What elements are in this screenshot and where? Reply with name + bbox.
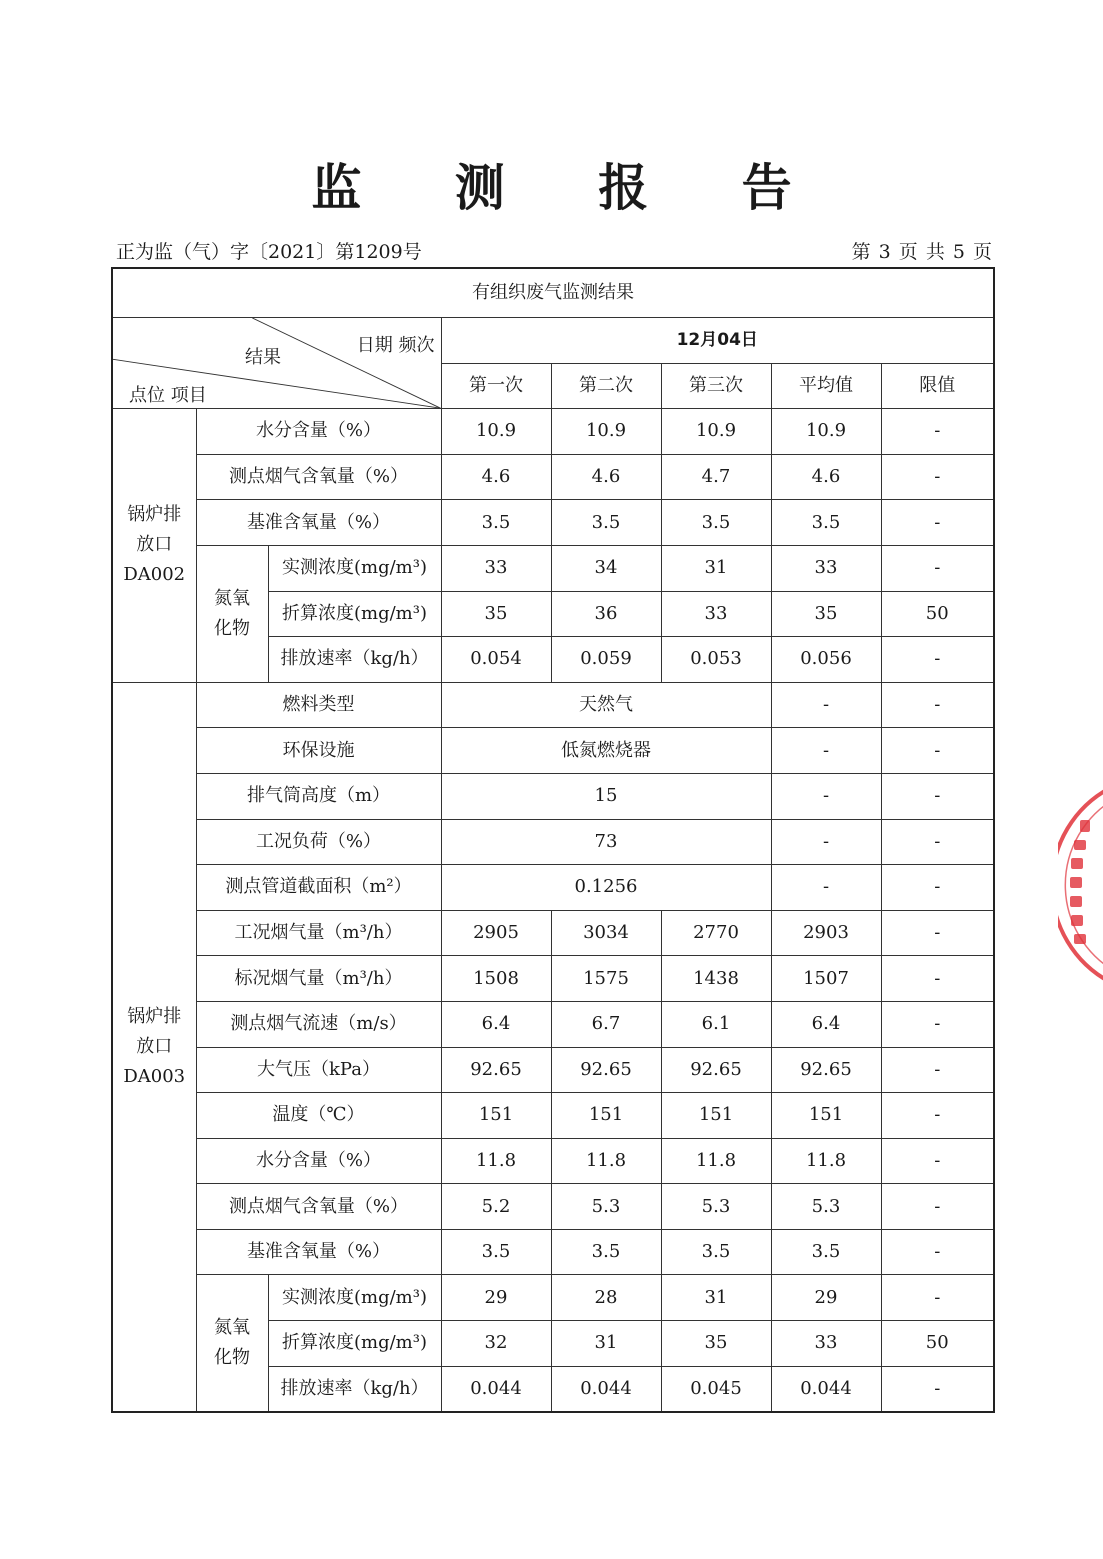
cell-first: 5.2	[441, 1184, 551, 1230]
col-header-limit: 限值	[881, 363, 994, 409]
table-row	[112, 409, 994, 455]
cell-third: 92.65	[661, 1047, 771, 1093]
cell-third: 11.8	[661, 1138, 771, 1184]
cell-average: 2903	[771, 910, 881, 956]
corner-site-item-label: 点位 项目	[129, 385, 207, 406]
table-row	[112, 545, 994, 591]
cell-limit: -	[881, 1138, 994, 1184]
cell-average: 29	[771, 1275, 881, 1321]
cell-average: 3.5	[771, 500, 881, 546]
cell-first: 35	[441, 591, 551, 637]
cell-limit: -	[881, 1047, 994, 1093]
corner-date-frequency-label: 日期 频次	[356, 335, 435, 356]
cell-second: 6.7	[551, 1001, 661, 1047]
cell-limit: -	[881, 910, 994, 956]
cell-average: 0.044	[771, 1366, 881, 1412]
cell-second: 3034	[551, 910, 661, 956]
cell-limit: -	[881, 682, 994, 728]
page-info: 第 3 页 共 5 页	[851, 241, 993, 263]
cell-third: 3.5	[661, 1229, 771, 1275]
cell-average: -	[771, 819, 881, 865]
table-row	[112, 910, 994, 956]
table-row	[112, 1093, 994, 1139]
col-header-second: 第二次	[551, 363, 661, 409]
table-row	[112, 773, 994, 819]
monitoring-results-table	[111, 267, 995, 1413]
date-header: 12月04日	[441, 318, 994, 364]
site-da002: 锅炉排 放口 DA002	[112, 409, 196, 683]
cell-average: 5.3	[771, 1184, 881, 1230]
cell-second: 34	[551, 545, 661, 591]
seal-stamp-icon	[1058, 780, 1103, 990]
row-label: 排放速率（kg/h）	[268, 637, 441, 683]
cell-average: -	[771, 728, 881, 774]
table-row	[112, 682, 994, 728]
cell-first: 3.5	[441, 500, 551, 546]
row-label: 测点烟气含氧量（%）	[196, 1184, 441, 1230]
row-label: 大气压（kPa）	[196, 1047, 441, 1093]
table-row	[112, 1001, 994, 1047]
row-label: 基准含氧量（%）	[196, 500, 441, 546]
cell-second: 36	[551, 591, 661, 637]
cell-first: 2905	[441, 910, 551, 956]
cell-average: 10.9	[771, 409, 881, 455]
cell-limit: -	[881, 1184, 994, 1230]
cell-third: 151	[661, 1093, 771, 1139]
table-row	[112, 819, 994, 865]
cell-first: 4.6	[441, 454, 551, 500]
cell-average: 151	[771, 1093, 881, 1139]
row-label: 工况烟气量（m³/h）	[196, 910, 441, 956]
row-label: 温度（℃）	[196, 1093, 441, 1139]
cell-limit: -	[881, 728, 994, 774]
cell-third: 31	[661, 545, 771, 591]
cell-third: 35	[661, 1321, 771, 1367]
row-label: 水分含量（%）	[196, 1138, 441, 1184]
cell-second: 28	[551, 1275, 661, 1321]
cell-first: 151	[441, 1093, 551, 1139]
cell-average: 35	[771, 591, 881, 637]
cell-third: 33	[661, 591, 771, 637]
cell-average: 6.4	[771, 1001, 881, 1047]
row-label: 标况烟气量（m³/h）	[196, 956, 441, 1002]
cell-second: 4.6	[551, 454, 661, 500]
cell-second: 31	[551, 1321, 661, 1367]
cell-limit: -	[881, 500, 994, 546]
cell-limit: -	[881, 773, 994, 819]
cell-first: 3.5	[441, 1229, 551, 1275]
row-label: 燃料类型	[196, 682, 441, 728]
row-label: 实测浓度(mg/m³)	[268, 545, 441, 591]
cell-first: 6.4	[441, 1001, 551, 1047]
cell-first: 0.054	[441, 637, 551, 683]
cell-third: 4.7	[661, 454, 771, 500]
table-row	[112, 1229, 994, 1275]
cell-first: 0.044	[441, 1366, 551, 1412]
cell-second: 151	[551, 1093, 661, 1139]
cell-second: 0.044	[551, 1366, 661, 1412]
cell-third: 6.1	[661, 1001, 771, 1047]
cell-average: 11.8	[771, 1138, 881, 1184]
table-row	[112, 1184, 994, 1230]
cell-limit: 50	[881, 591, 994, 637]
cell-merged-value: 低氮燃烧器	[441, 728, 771, 774]
cell-third: 2770	[661, 910, 771, 956]
cell-average: 0.056	[771, 637, 881, 683]
cell-first: 10.9	[441, 409, 551, 455]
cell-third: 10.9	[661, 409, 771, 455]
cell-second: 3.5	[551, 500, 661, 546]
cell-third: 0.045	[661, 1366, 771, 1412]
table-row	[112, 1047, 994, 1093]
cell-second: 92.65	[551, 1047, 661, 1093]
cell-limit: -	[881, 454, 994, 500]
table-row	[112, 865, 994, 911]
row-label: 基准含氧量（%）	[196, 1229, 441, 1275]
cell-limit: -	[881, 545, 994, 591]
cell-first: 11.8	[441, 1138, 551, 1184]
cell-first: 33	[441, 545, 551, 591]
row-label: 水分含量（%）	[196, 409, 441, 455]
cell-limit: -	[881, 1229, 994, 1275]
row-label: 排放速率（kg/h）	[268, 1366, 441, 1412]
cell-second: 11.8	[551, 1138, 661, 1184]
row-label: 工况负荷（%）	[196, 819, 441, 865]
cell-first: 92.65	[441, 1047, 551, 1093]
row-label: 环保设施	[196, 728, 441, 774]
cell-second: 3.5	[551, 1229, 661, 1275]
cell-limit: -	[881, 637, 994, 683]
cell-third: 5.3	[661, 1184, 771, 1230]
corner-result-label: 结果	[245, 347, 281, 368]
cell-merged-value: 0.1256	[441, 865, 771, 911]
cell-average: 92.65	[771, 1047, 881, 1093]
cell-merged-value: 天然气	[441, 682, 771, 728]
table-row	[112, 500, 994, 546]
cell-limit: -	[881, 409, 994, 455]
document-number: 正为监（气）字〔2021〕第1209号	[116, 241, 422, 263]
cell-second: 5.3	[551, 1184, 661, 1230]
cell-limit: -	[881, 865, 994, 911]
cell-limit: -	[881, 1001, 994, 1047]
cell-first: 29	[441, 1275, 551, 1321]
cell-third: 0.053	[661, 637, 771, 683]
cell-first: 1508	[441, 956, 551, 1002]
nox-group-da002: 氮氧 化物	[196, 545, 268, 682]
cell-limit: -	[881, 1366, 994, 1412]
row-label: 排气筒高度（m）	[196, 773, 441, 819]
cell-second: 1575	[551, 956, 661, 1002]
site-da003: 锅炉排 放口 DA003	[112, 682, 196, 1412]
cell-limit: -	[881, 1275, 994, 1321]
cell-second: 10.9	[551, 409, 661, 455]
cell-average: 33	[771, 545, 881, 591]
table-caption: 有组织废气监测结果	[112, 268, 994, 318]
cell-merged-value: 15	[441, 773, 771, 819]
table-row	[112, 1275, 994, 1321]
col-header-third: 第三次	[661, 363, 771, 409]
cell-average: -	[771, 773, 881, 819]
row-label: 折算浓度(mg/m³)	[268, 1321, 441, 1367]
row-label: 测点烟气流速（m/s）	[196, 1001, 441, 1047]
cell-average: 33	[771, 1321, 881, 1367]
report-title: 监 测 报 告	[311, 158, 830, 217]
table-row	[112, 728, 994, 774]
cell-average: 4.6	[771, 454, 881, 500]
cell-merged-value: 73	[441, 819, 771, 865]
cell-third: 31	[661, 1275, 771, 1321]
nox-group-da003: 氮氧 化物	[196, 1275, 268, 1412]
cell-first: 32	[441, 1321, 551, 1367]
cell-third: 1438	[661, 956, 771, 1002]
col-header-first: 第一次	[441, 363, 551, 409]
col-header-average: 平均值	[771, 363, 881, 409]
cell-average: -	[771, 682, 881, 728]
table-row	[112, 956, 994, 1002]
row-label: 折算浓度(mg/m³)	[268, 591, 441, 637]
table-row	[112, 1138, 994, 1184]
cell-limit: -	[881, 1093, 994, 1139]
cell-average: 1507	[771, 956, 881, 1002]
cell-second: 0.059	[551, 637, 661, 683]
row-label: 实测浓度(mg/m³)	[268, 1275, 441, 1321]
corner-header	[112, 318, 441, 409]
cell-limit: -	[881, 819, 994, 865]
cell-limit: -	[881, 956, 994, 1002]
cell-average: 3.5	[771, 1229, 881, 1275]
row-label: 测点烟气含氧量（%）	[196, 454, 441, 500]
cell-third: 3.5	[661, 500, 771, 546]
cell-limit: 50	[881, 1321, 994, 1367]
table-row	[112, 454, 994, 500]
cell-average: -	[771, 865, 881, 911]
row-label: 测点管道截面积（m²）	[196, 865, 441, 911]
